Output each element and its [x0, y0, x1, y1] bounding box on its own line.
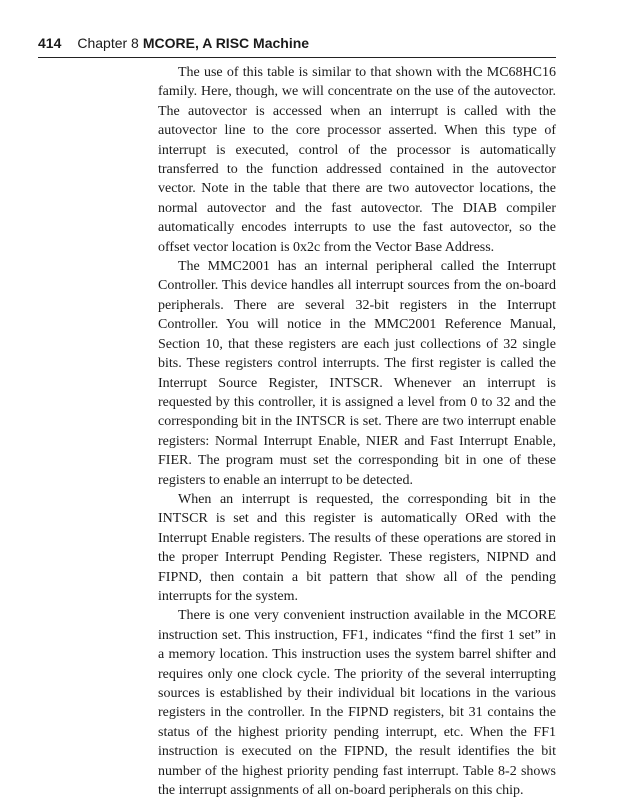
- paragraph: The MMC2001 has an internal peripheral called the Interrupt Controller. This device handles all interrupt sources from the on-board peripherals. There are several 32-bit registers in the Interrupt Controller. You will notice in the MMC2001 Reference Manual, Section 10, that these registers are each just collections of 32 single bits. These registers control interrupts. The first register is called the Interrupt Source Register, INTSCR. Whenever an interrupt is requested by this controller, it is assigned a level from 0 to 32 and the corresponding bit in the INTSCR is set. There are two interrupt enable registers: Normal Interrupt Enable, NIER and Fast Interrupt Enable, FIER. The program must set the corresponding bit in one of these registers to enable an interrupt to be detected.: [158, 259, 556, 488]
- paragraph: There is one very convenient instruction available in the MCORE instruction set. This instruction, FF1, indicates “find the first 1 set” in a memory location. This instruction uses the system barrel shifter and requires only one clock cycle. The priority of the several interrupting sources is established by their individual bit locations in the various registers in the controller. In the FIPND registers, bit 31 contains the status of the highest priority pending interrupt, etc. When the FF1 instruction is executed on the FIPND, the result identifies the bit number of the highest priority pending fast interrupt. Table 8-2 shows the interrupt assignments of all on-board peripherals on this chip.: [158, 608, 556, 799]
- page-header: [38, 35, 556, 58]
- chapter-label: Chapter 8: [77, 35, 139, 51]
- body-text: [158, 63, 556, 800]
- paragraph: The use of this table is similar to that shown with the MC68HC16 family. Here, though, we will concentrate on the use of the autovector. The autovector is accessed when an interrupt is called with the autovector line to the core processor asserted. When this type of interrupt is executed, control of the processor is automatically transferred to the function addressed contained in the autovector vector. Note in the table that there are two autovector locations, the normal autovector and the fast autovector. The DIAB compiler automatically encodes interrupts to use the fast autovector, so the offset vector location is 0x2c from the Vector Base Address.: [158, 65, 556, 255]
- chapter-title: MCORE, A RISC Machine: [142, 35, 310, 51]
- paragraph: When an interrupt is requested, the corresponding bit in the INTSCR is set and this register is automatically ORed with the Interrupt Enable registers. The results of these operations are stored in the proper Interrupt Pending Register. These registers, NIPND and FIPND, then contain a bit pattern that show all of the pending interrupts for the system.: [158, 491, 556, 604]
- page-number: 414: [38, 35, 62, 51]
